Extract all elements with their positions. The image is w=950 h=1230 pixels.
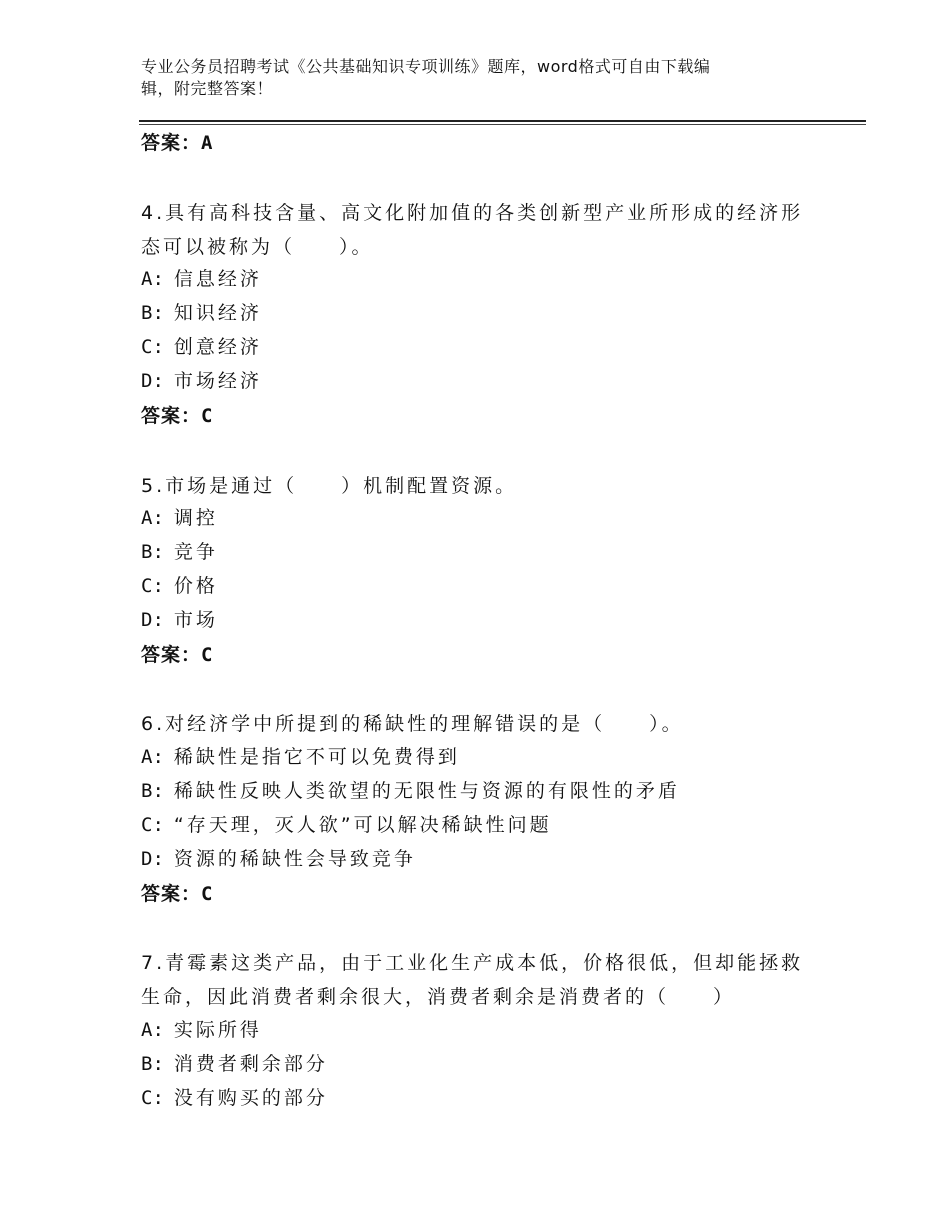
option-key: D: <box>141 848 164 870</box>
option-key: B: <box>141 541 164 563</box>
option-text: 没有购买的部分 <box>173 1087 328 1109</box>
option-a <box>141 1017 806 1043</box>
question-6 <box>141 707 806 741</box>
answer-value: C <box>201 883 214 905</box>
header-line-2: 辑，附完整答案！ <box>141 79 274 98</box>
answer-label: 答案： <box>141 883 202 905</box>
option-text: 信息经济 <box>173 268 262 290</box>
option-key: A: <box>141 507 164 529</box>
option-text: 知识经济 <box>173 302 262 324</box>
question-text-line-1: 6.对经济学中所提到的稀缺性的理解错误的是（ ）。 <box>141 713 684 735</box>
option-key: D: <box>141 609 164 631</box>
option-text: 竞争 <box>173 541 218 563</box>
header-line-1: 专业公务员招聘考试《公共基础知识专项训练》题库，word格式可自由下载编 <box>141 57 711 76</box>
option-text: 稀缺性是指它不可以免费得到 <box>173 746 460 768</box>
option-a <box>141 744 806 770</box>
question-text-line-1: 5.市场是通过（ ）机制配置资源。 <box>141 475 518 497</box>
option-b <box>141 1051 806 1077</box>
option-key: C: <box>141 575 164 597</box>
option-key: C: <box>141 336 164 358</box>
option-c <box>141 1085 806 1111</box>
option-key: A: <box>141 746 164 768</box>
answer-value: A <box>201 132 214 154</box>
option-d <box>141 846 806 872</box>
question-5 <box>141 469 806 503</box>
option-key: B: <box>141 302 164 324</box>
answer-line <box>141 130 213 156</box>
option-text: 创意经济 <box>173 336 262 358</box>
option-key: C: <box>141 814 164 836</box>
option-key: C: <box>141 1087 164 1109</box>
option-text: 实际所得 <box>173 1019 262 1041</box>
option-text: 资源的稀缺性会导致竞争 <box>173 848 416 870</box>
option-b <box>141 539 806 565</box>
header-divider-thin <box>139 124 866 125</box>
answer-line <box>141 881 213 907</box>
option-text: 市场经济 <box>173 370 262 392</box>
answer-value: C <box>201 405 214 427</box>
option-d <box>141 607 806 633</box>
option-text: 市场 <box>173 609 218 631</box>
option-key: B: <box>141 1053 164 1075</box>
option-b <box>141 300 806 326</box>
option-key: A: <box>141 1019 164 1041</box>
header-divider-thick <box>139 120 866 122</box>
answer-label: 答案： <box>141 132 202 154</box>
option-c <box>141 573 806 599</box>
option-c <box>141 334 806 360</box>
question-7 <box>141 946 806 1014</box>
option-d <box>141 368 806 394</box>
option-text: 稀缺性反映人类欲望的无限性与资源的有限性的矛盾 <box>173 780 680 802</box>
option-key: D: <box>141 370 164 392</box>
question-text-line-2: 态可以被称为（ ）。 <box>141 236 374 258</box>
option-text: 调控 <box>173 507 218 529</box>
option-key: A: <box>141 268 164 290</box>
answer-line <box>141 403 213 429</box>
question-4 <box>141 196 806 264</box>
option-c <box>141 812 806 838</box>
option-b <box>141 778 806 804</box>
answer-label: 答案： <box>141 405 202 427</box>
page-header <box>141 56 801 100</box>
option-text: “存天理，灭人欲”可以解决稀缺性问题 <box>173 814 552 836</box>
option-text: 消费者剩余部分 <box>173 1053 328 1075</box>
question-text-line-1: 7.青霉素这类产品，由于工业化生产成本低，价格很低，但却能拯救 <box>141 952 804 974</box>
answer-line <box>141 642 213 668</box>
option-text: 价格 <box>173 575 218 597</box>
option-a <box>141 505 806 531</box>
option-key: B: <box>141 780 164 802</box>
answer-value: C <box>201 644 214 666</box>
option-a <box>141 266 806 292</box>
question-text-line-2: 生命，因此消费者剩余很大，消费者剩余是消费者的（ ） <box>141 986 736 1008</box>
question-text-line-1: 4.具有高科技含量、高文化附加值的各类创新型产业所形成的经济形 <box>141 202 804 224</box>
answer-label: 答案： <box>141 644 202 666</box>
